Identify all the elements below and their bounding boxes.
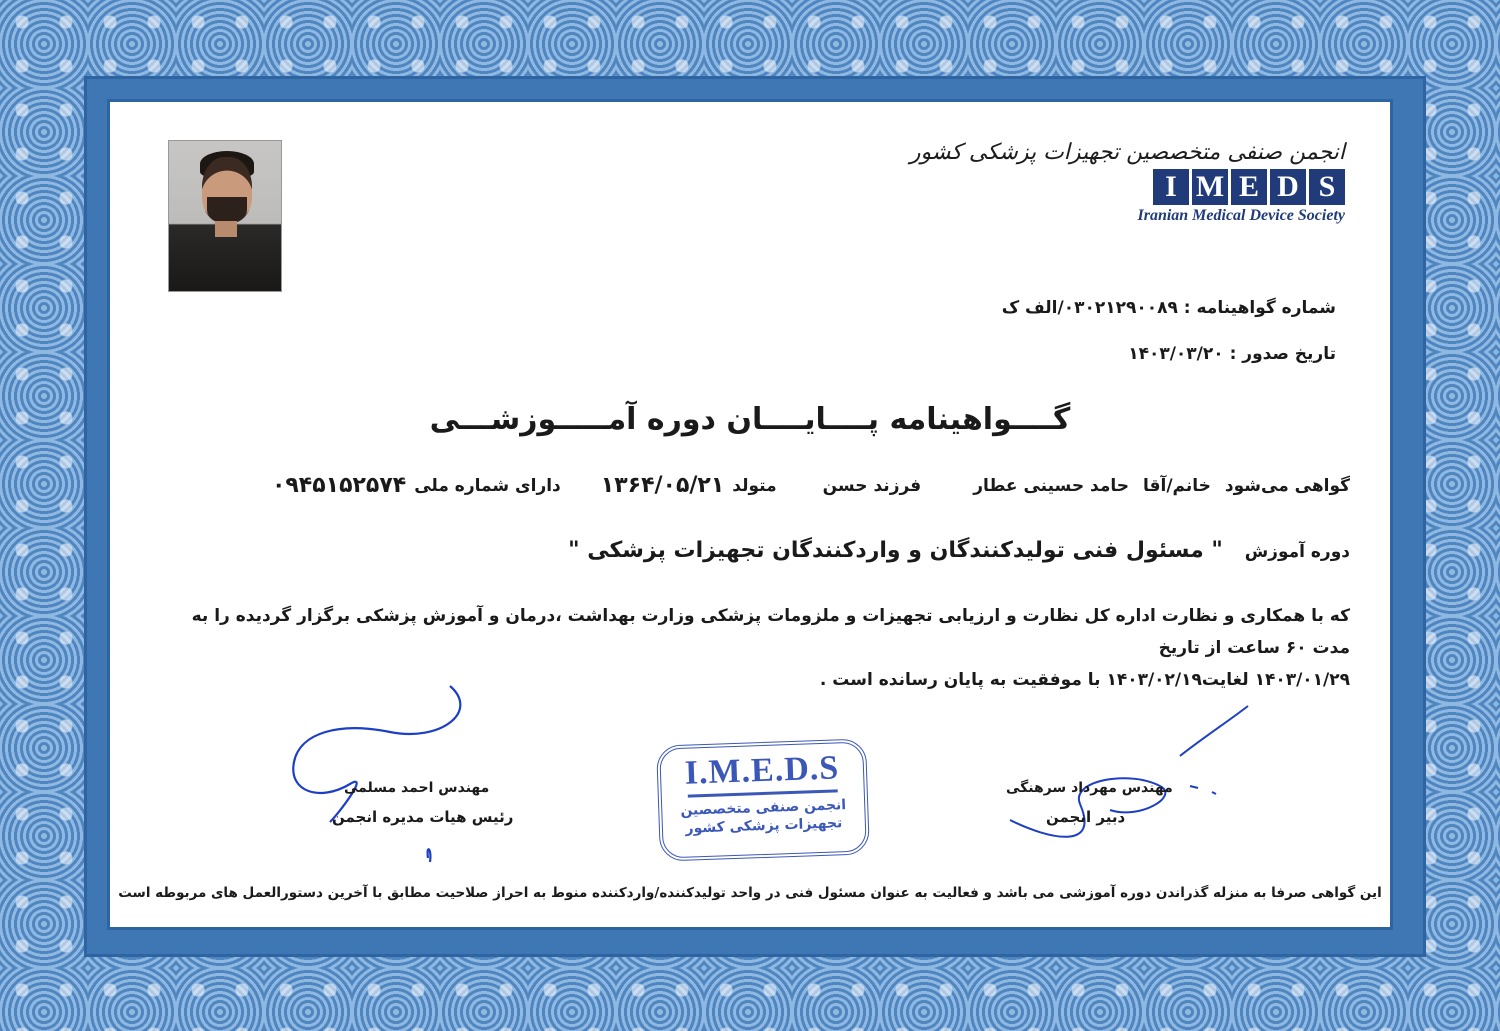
stamp-line-2: تجهیزات پزشکی کشور [685, 815, 843, 837]
certificate-title: گــــواهینامه پــــایــــان دوره آمـــــوزشـــی [429, 402, 1071, 437]
father-name: حسن [822, 476, 868, 496]
left-signature [280, 672, 480, 872]
national-id-label: دارای شماره ملی [414, 476, 561, 496]
born-label: متولد [732, 476, 777, 496]
certificate-number [1002, 298, 1336, 318]
holder-details-line [271, 473, 1350, 498]
stamp-logo-text: I.M.E.D.S [684, 749, 840, 792]
logo-english-name: Iranian Medical Device Society [1137, 207, 1345, 224]
logo-letter: E [1231, 169, 1267, 205]
issue-date [1128, 344, 1336, 364]
holder-photo [168, 140, 282, 292]
course-line [568, 538, 1350, 563]
birth-date: ۱۳۶۴/۰۵/۲۱ [600, 473, 725, 498]
photo-neck [215, 221, 237, 237]
society-stamp [656, 738, 870, 861]
national-id: ۰۹۴۵۱۵۲۵۷۴ [271, 473, 407, 498]
issue-date-label: تاریخ صدور : [1229, 344, 1336, 364]
footer-note: این گواهی صرفا به منزله گذراندن دوره آموزشی می باشد و فعالیت به عنوان مسئول فنی در واحد تولیدکننده/واردکننده منوط به احراز صلاحیت مطابق با آخرین دستورالعمل های مربوطه است [118, 885, 1382, 901]
certificate-number-value: ۰۳۰۲۱۲۹۰۰۸۹/الف ک [1001, 298, 1178, 318]
logo-letter: S [1309, 169, 1345, 205]
issue-date-value: ۱۴۰۳/۰۳/۲۰ [1128, 344, 1224, 364]
society-logo [909, 140, 1345, 260]
body-line-2: ۱۴۰۳/۰۱/۲۹ لغایت۱۴۰۳/۰۲/۱۹ با موفقیت به پایان رسانده است . [819, 670, 1350, 690]
right-signer-title: دبیر انجمن [1046, 808, 1126, 826]
right-signer-name: مهندس مهرداد سرهنگی [1006, 780, 1173, 796]
logo-letter: D [1270, 169, 1306, 205]
holder-name: حامد حسینی عطار [973, 476, 1129, 496]
stamp-line-1: انجمن صنفی متخصصین [680, 797, 847, 819]
logo-letter: M [1192, 169, 1228, 205]
logo-persian-name: انجمن صنفی متخصصین تجهیزات پزشکی کشور [909, 140, 1345, 165]
honorific: خانم/آقا [1142, 476, 1211, 496]
photo-beard [207, 197, 247, 223]
intro-text: گواهی می‌شود [1224, 476, 1350, 496]
logo-letter: I [1153, 169, 1189, 205]
logo-letters [1100, 169, 1345, 205]
left-signer-name: مهندس احمد مسلمی [344, 780, 490, 796]
father-label: فرزند [873, 476, 922, 496]
course-name: " مسئول فنی تولیدکنندگان و واردکنندگان تجهیزات پزشکی " [568, 538, 1223, 563]
body-line-1: که با همکاری و نظارت اداره کل نظارت و ارزیابی تجهیزات و ملزومات پزشکی وزارت بهداشت ،درمان و آموزش پزشکی برگزار گردیده را به مدت ۶۰ ساعت از تاریخ [191, 606, 1350, 658]
course-label: دوره آموزش [1244, 542, 1350, 562]
left-signer-title: رئیس هیات مدیره انجمن [332, 808, 514, 826]
certificate-number-label: شماره گواهینامه : [1183, 298, 1336, 318]
